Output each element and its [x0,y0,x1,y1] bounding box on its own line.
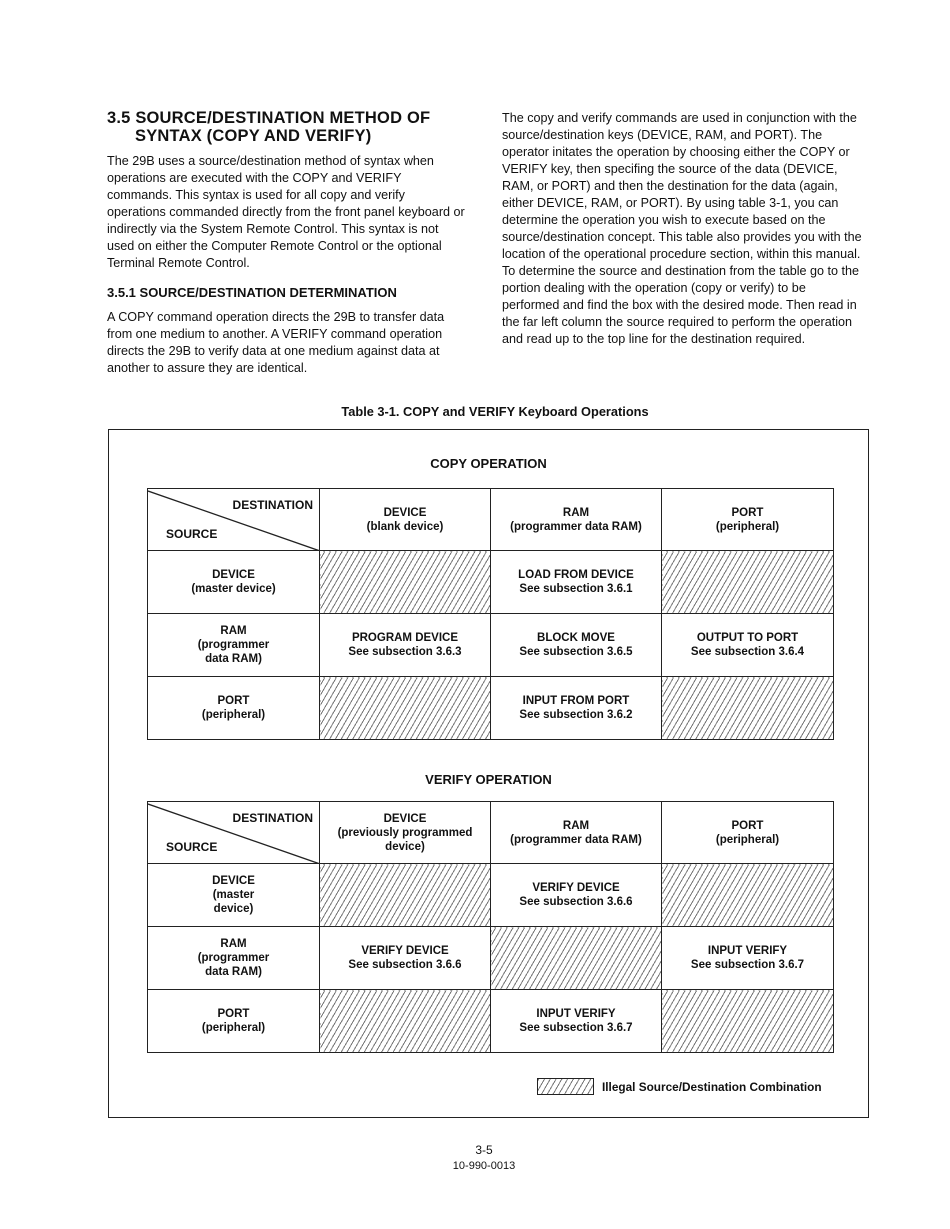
source-cell-port [148,990,320,1053]
section-heading [107,109,467,145]
source-name: DEVICE [212,569,255,581]
operation-name: LOAD FROM DEVICE [518,569,634,581]
operation-cell [662,927,834,990]
operation-ref: See subsection 3.6.3 [348,646,462,658]
illegal-cell [662,551,834,614]
usage-paragraph: The copy and verify commands are used in conjunction with the source/destination keys (DEVICE, RAM, and PORT). The operator initates the operation by choosing either the COPY or VERIFY key, then specifing the source of the data (DEVICE, RAM, or PORT) and then the destination for the data (again, either DEVICE, RAM, or PORT). By using table 3-1, you can determine the operation you wish to execute based on the source/destination concept. This table also provides you with the location of the operational procedure section, within this manual. To determine the source and destination from the table go to the portion dealing with the operation (copy or verify) to be performed and find the box with the desired mode. Then read in the far left column the source required to perform the operation and read up to the top line for the destination required. [502,111,862,346]
dest-header-ram [491,489,662,551]
dest-name: DEVICE [383,812,427,825]
dest-sub: (programmer data RAM) [510,520,642,533]
illegal-cell [662,677,834,740]
operation-ref: See subsection 3.6.6 [348,959,462,971]
source-label: SOURCE [166,840,218,854]
page-number: 3-5 [475,1143,493,1157]
verify-row-device [148,864,834,927]
source-sub: (peripheral) [201,709,266,721]
copy-table [147,488,834,740]
dest-header-port [662,802,834,864]
hatch-swatch-icon [537,1078,594,1095]
operation-cell [491,551,662,614]
verify-row-ram [148,927,834,990]
source-name: RAM [220,938,247,950]
operation-ref: See subsection 3.6.6 [519,896,633,908]
source-sub: (programmer data RAM) [197,639,270,665]
illegal-cell [320,990,491,1053]
subsection-heading: 3.5.1 SOURCE/DESTINATION DETERMINATION [107,285,397,300]
copy-header-row [148,489,834,551]
verify-row-port [148,990,834,1053]
source-label: SOURCE [166,527,218,541]
operation-ref: See subsection 3.6.7 [690,959,805,971]
section-heading-line2: SYNTAX (COPY AND VERIFY) [135,127,372,145]
operation-name: OUTPUT TO PORT [696,632,799,644]
dest-name: RAM [562,819,590,832]
copy-row-ram [148,614,834,677]
operation-cell [662,614,834,677]
operation-ref: See subsection 3.6.1 [519,583,633,595]
source-name: RAM [220,625,247,637]
operation-name: INPUT VERIFY [536,1008,616,1020]
dest-header-device [320,489,491,551]
operation-name: VERIFY DEVICE [532,882,620,894]
operation-cell [491,864,662,927]
dest-sub: (peripheral) [715,520,780,533]
destination-label: DESTINATION [232,498,313,512]
dest-name: PORT [731,506,764,519]
dest-sub: (previously programmed device) [337,826,473,853]
dest-name: DEVICE [383,506,427,519]
destination-label: DESTINATION [232,811,313,825]
copy-row-device [148,551,834,614]
illegal-cell [320,864,491,927]
copy-verify-paragraph: A COPY command operation directs the 29B to transfer data from one medium to another. A VERIFY command operation directs the 29B to verify data at one medium against data at another to assure they are identical. [107,310,445,375]
operation-cell [491,990,662,1053]
source-sub: (peripheral) [201,1022,266,1034]
operation-ref: See subsection 3.6.2 [519,709,633,721]
copy-row-port [148,677,834,740]
operation-cell [491,677,662,740]
dest-header-port [662,489,834,551]
verify-table [147,801,834,1053]
source-cell-ram [148,927,320,990]
operation-name: BLOCK MOVE [537,632,615,644]
illegal-cell [491,927,662,990]
source-name: PORT [217,1008,250,1020]
verify-header-row [148,802,834,864]
copy-corner-cell [148,489,320,551]
dest-sub: (blank device) [366,520,444,533]
source-sub: (master device) [212,889,255,915]
dest-sub: (peripheral) [715,833,780,846]
operation-name: INPUT FROM PORT [522,695,630,707]
operation-name: VERIFY DEVICE [361,945,449,957]
right-column [502,110,864,360]
copy-operation-title: COPY OPERATION [430,456,547,471]
operation-ref: See subsection 3.6.5 [519,646,633,658]
source-sub: (programmer data RAM) [197,952,270,978]
dest-header-ram [491,802,662,864]
legend-label: Illegal Source/Destination Combination [602,1079,822,1094]
source-cell-port [148,677,320,740]
illegal-cell [662,990,834,1053]
section-heading-line1: 3.5 SOURCE/DESTINATION METHOD OF [107,109,431,127]
intro-paragraph: The 29B uses a source/destination method of syntax when operations are executed with the COPY and VERIFY commands. This syntax is used for all copy and verify operations commanded directly from the front panel keyboard or indirectly via the System Remote Control. This syntax is not used on either the Computer Remote Control or the optional Terminal Remote Control. [107,154,465,270]
illegal-cell [662,864,834,927]
operation-cell [320,927,491,990]
operation-ref: See subsection 3.6.7 [519,1022,633,1034]
illegal-cell [320,551,491,614]
left-column [107,109,467,389]
operation-name: INPUT VERIFY [707,945,788,957]
verify-corner-cell [148,802,320,864]
source-name: PORT [217,695,250,707]
document-number: 10-990-0013 [452,1160,516,1172]
operation-cell [491,614,662,677]
operation-cell [320,614,491,677]
source-cell-device [148,551,320,614]
legend [537,1078,822,1095]
source-sub: (master device) [191,583,276,595]
dest-header-device [320,802,491,864]
source-cell-device [148,864,320,927]
operation-ref: See subsection 3.6.4 [690,646,805,658]
source-cell-ram [148,614,320,677]
dest-name: RAM [562,506,590,519]
table-caption: Table 3-1. COPY and VERIFY Keyboard Operations [341,404,649,419]
operation-name: PROGRAM DEVICE [351,632,459,644]
illegal-cell [320,677,491,740]
verify-operation-title: VERIFY OPERATION [425,772,552,787]
source-name: DEVICE [212,875,255,887]
dest-sub: (programmer data RAM) [510,833,642,846]
dest-name: PORT [731,819,764,832]
